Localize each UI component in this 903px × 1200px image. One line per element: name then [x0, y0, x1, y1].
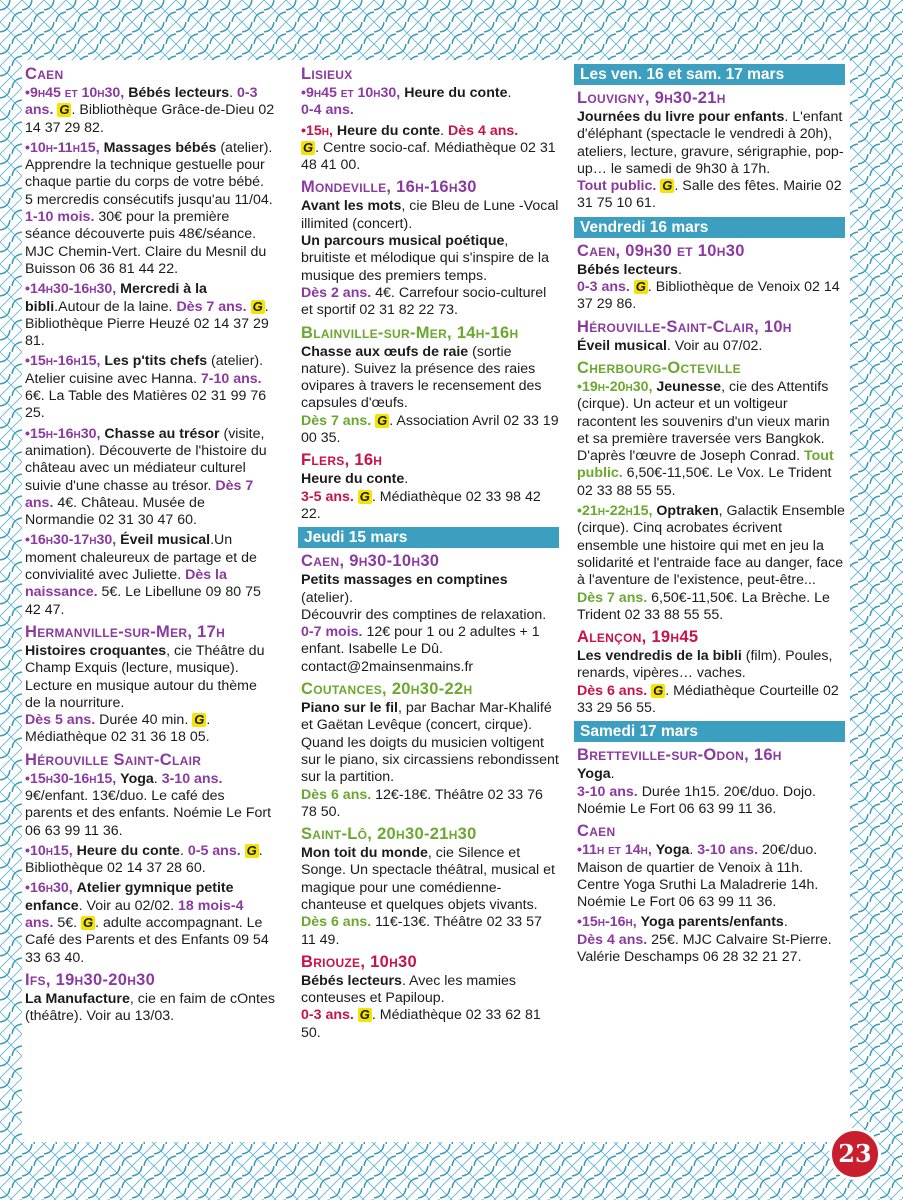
event-item: •14h30-16h30, Mercredi à la bibli.Autour de la laine. Dès 7 ans. G . Bibliothèque Pierre Heuzé 02 14 37 29 81.: [25, 281, 269, 350]
free-g-icon: G: [246, 842, 257, 858]
event-item: Mon toit du monde, cie Silence et Songe. Un spectacle théâtral, musical et magique pour une comédienne-chanteuse et quelques objets vivants. Dès 6 ans. 11€-13€. Théâtre 02 33 57 11 49.: [301, 845, 555, 948]
city-heading: Caen, 9h30-10h30: [301, 552, 440, 571]
free-g-icon: G: [635, 279, 646, 295]
free-g-icon: G: [653, 682, 664, 698]
event-item: Heure du conte. 3-5 ans. G . Médiathèque 02 33 98 42 22.: [301, 471, 541, 522]
city-heading: Caen: [577, 822, 616, 841]
free-g-icon: G: [359, 1007, 370, 1023]
free-g-icon: G: [377, 412, 388, 428]
event-item: •15h, Heure du conte. Dès 4 ans. G . Centre socio-caf. Médiathèque 02 31 48 41 00.: [301, 122, 556, 174]
event-item: •15h30-16h15, Yoga. 3-10 ans. 9€/enfant. 13€/duo. Le café des parents et des enfants. Noémie Le Fort 06 63 99 11 36.: [25, 770, 272, 839]
free-g-icon: G: [303, 139, 314, 155]
city-heading: Lisieux: [301, 65, 353, 83]
day-header: Les ven. 16 et sam. 17 mars: [574, 64, 845, 85]
city-heading: Caen: [25, 65, 64, 83]
city-heading: Mondeville, 16h-16h30: [301, 178, 477, 197]
event-item: •9h45 et 10h30, Heure du conte. 0-4 ans.: [301, 85, 512, 119]
column-1: [25, 64, 275, 1029]
event-item: Éveil musical. Voir au 07/02.: [577, 337, 763, 354]
column-2: [301, 64, 559, 1045]
free-g-icon: G: [83, 915, 94, 931]
event-item: •16h30, Atelier gymnique petite enfance. Voir au 02/02. 18 mois-4 ans. 5€. G . adulte accompagnant. Le Café des Parents et des Enfants 09 54 33 63 40.: [25, 880, 269, 966]
city-heading: Coutances, 20h30-22h: [301, 680, 473, 699]
page-panel: [22, 60, 850, 1142]
event-item: •11h et 14h, Yoga. 3-10 ans. 20€/duo. Maison de quartier de Venoix à 11h. Centre Yoga Sruthi La Maladrerie 14h. Noémie Le Fort 06 63 99 11 36.: [577, 842, 819, 911]
event-item: •16h30-17h30, Éveil musical.Un moment chaleureux de partage et de convivialité avec Juliette. Dès la naissance. 5€. Le Libellune 09 80 75 42 47.: [25, 532, 261, 618]
event-item: •15h-16h30, Chasse au trésor (visite, animation). Découverte de l'histoire du château avec un médiateur culturel suivie d'une chasse au trésor. Dès 7 ans. 4€. Château. Musée de Normandie 02 31 30 47 60.: [25, 425, 267, 529]
column-3: [577, 64, 845, 969]
city-heading: Ifs, 19h30-20h30: [25, 970, 156, 989]
city-heading: Briouze, 10h30: [301, 952, 417, 971]
city-heading: Hermanville-sur-Mer, 17h: [25, 622, 226, 641]
free-g-icon: G: [662, 178, 673, 194]
city-heading: Hérouville-Saint-Clair, 10h: [577, 317, 792, 336]
event-item: Piano sur le fil, par Bachar Mar-Khalifé et Gaëtan Levêque (concert, cirque). Quand les doigts du musicien voltigent sur le piano, six circassiens rebondissent sur la partition. Dès 6 ans. 12€-18€. Théâtre 02 33 76 78 50.: [301, 700, 559, 820]
event-item: Avant les mots, cie Bleu de Lune -Vocal illimited (concert). Un parcours musical poétique, bruitiste et mélodique qui s'inspire de la musique des premiers temps. Dès 2 ans. 4€. Carrefour socio-culturel et sportif 02 31 82 22 73.: [301, 198, 559, 319]
city-heading: Caen, 09h30 et 10h30: [577, 241, 745, 260]
city-heading: Saint-Lô, 20h30-21h30: [301, 825, 477, 844]
free-g-icon: G: [194, 712, 205, 728]
event-item: La Manufacture, cie en faim de cOntes (théâtre). Voir au 13/03.: [25, 990, 275, 1025]
event-item: Petits massages en comptines (atelier). Découvrir des comptines de relaxation. 0-7 mois. 12€ pour 1 ou 2 adultes + 1 enfant. Isabelle Le Dû. contact@2mainsenmains.fr: [301, 572, 547, 675]
event-item: Bébés lecteurs. Avec les mamies conteuses et Papiloup. 0-3 ans. G . Médiathèque 02 33 62 81 50.: [301, 972, 541, 1041]
city-heading: Alençon, 19h45: [577, 628, 699, 647]
city-heading: Cherbourg-Octeville: [577, 358, 741, 377]
event-item: Les vendredis de la bibli (film). Poules, renards, vipères… vaches. Dès 6 ans. G . Médiathèque Courteille 02 33 29 56 55.: [577, 648, 839, 717]
event-item: •15h-16h15, Les p'tits chefs (atelier). Atelier cuisine avec Hanna. 7-10 ans. 6€. La Table des Matières 02 31 99 76 25.: [25, 353, 267, 422]
event-item: Yoga. 3-10 ans. Durée 1h15. 20€/duo. Dojo. Noémie Le Fort 06 63 99 11 36.: [577, 766, 817, 817]
day-header: Samedi 17 mars: [574, 721, 845, 742]
event-item: •19h-20h30, Jeunesse, cie des Attentifs (cirque). Un acteur et un voltigeur racontent les souvenirs d'un vieux marin et sa première traversée vers Bangkok. D'après l'œuvre de Joseph Conrad. Tout public. 6,50€-11,50€. Le Vox. Le Trident 02 33 88 55 55.: [577, 378, 834, 499]
event-item: •10h-11h15, Massages bébés (atelier). Apprendre la technique gestuelle pour chaque partie du corps de votre bébé. 5 mercredis consécutifs jusqu'au 11/04. 1-10 mois. 30€ pour la première séance découverte puis 48€/séance. MJC Chemin-Vert. Claire du Mesnil du Buisson 06 36 81 44 22.: [25, 139, 273, 277]
page-number-badge: 23: [829, 1128, 881, 1180]
day-header: Jeudi 15 mars: [298, 527, 559, 548]
free-g-icon: G: [59, 102, 70, 118]
city-heading: Flers, 16h: [301, 451, 383, 470]
day-header: Vendredi 16 mars: [574, 217, 845, 238]
city-heading: Louvigny, 9h30-21h: [577, 89, 726, 107]
event-item: Bébés lecteurs. 0-3 ans. G . Bibliothèque de Venoix 02 14 37 29 86.: [577, 261, 840, 313]
event-item: Histoires croquantes, cie Théâtre du Champ Exquis (lecture, musique). Lecture en musique autour du thème de la nourriture. Dès 5 ans. Durée 40 min. G . Médiathèque 02 31 36 18 05.: [25, 642, 265, 746]
event-item: Journées du livre pour enfants. L'enfant d'éléphant (spectacle le vendredi à 20h), ateliers, lecture, gravure, sérigraphie, pop-up… le samedi de 9h30 à 17h. Tout public. G . Salle des fêtes. Mairie 02 31 75 10 61.: [577, 109, 844, 212]
city-heading: Bretteville-sur-Odon, 16h: [577, 746, 782, 765]
event-item: •9h45 et 10h30, Bébés lecteurs. 0-3 ans. G . Bibliothèque Grâce-de-Dieu 02 14 37 29 82.: [25, 85, 275, 136]
event-item: •21h-22h15, Optraken, Galactik Ensemble (cirque). Cinq acrobates écrivent ensemble une histoire qui met en jeu la solidarité et l'entraide face au danger, face à l'aventure de l'existence, peut-être... Dès 7 ans. 6,50€-11,50€. La Brèche. Le Trident 02 33 88 55 55.: [577, 503, 845, 623]
event-item: •10h15, Heure du conte. 0-5 ans. G . Bibliothèque 02 14 37 28 60.: [25, 842, 263, 877]
event-item: •15h-16h, Yoga parents/enfants. Dès 4 ans. 25€. MJC Calvaire St-Pierre. Valérie Deschamps 06 28 32 21 27.: [577, 914, 832, 965]
event-item: Chasse aux œufs de raie (sortie nature). Suivez la présence des raies ovipares à travers le recensement des capsules d'œufs. Dès 7 ans. G . Association Avril 02 33 19 00 35.: [301, 343, 559, 447]
city-heading: Hérouville Saint-Clair: [25, 750, 202, 769]
city-heading: Blainville-sur-Mer, 14h-16h: [301, 323, 519, 342]
free-g-icon: G: [359, 488, 370, 504]
free-g-icon: G: [252, 298, 263, 314]
